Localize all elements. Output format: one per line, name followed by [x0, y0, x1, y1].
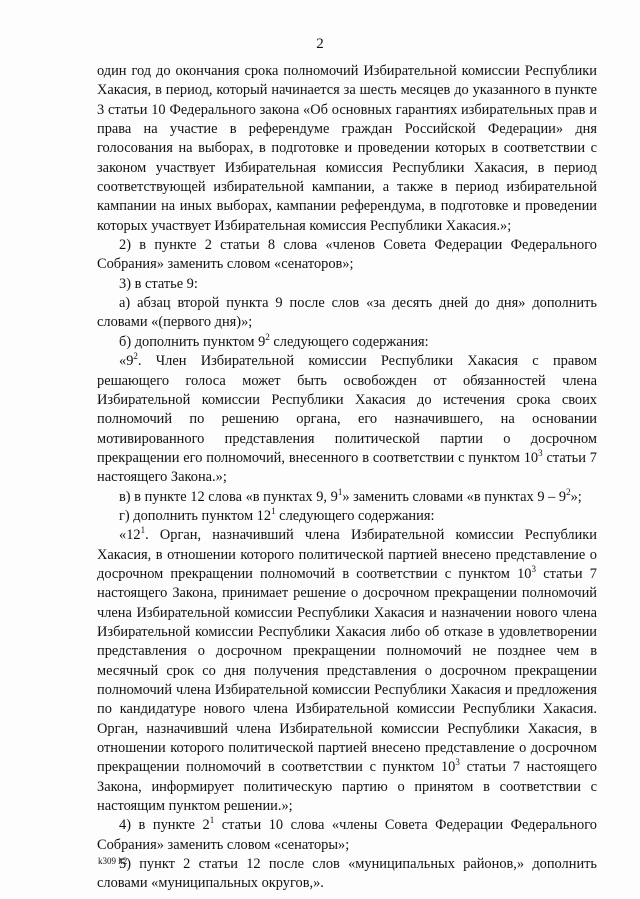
text-span: статьи 7 настоящего Закона, информирует политическую партию о принятом в соответствии с настоящим пунктом решении.»; [97, 759, 597, 815]
text-span: статьи 7 настоящего Закона.»; [97, 449, 597, 486]
paragraph-item-5: 5) пункт 2 статьи 12 после слов «муниципальных районов,» дополнить словами «муниципальных округов,». [97, 856, 597, 892]
superscript: 1 [209, 815, 215, 826]
paragraph-item-3: 3) в статье 9: [119, 275, 198, 292]
paragraph-item-4 [97, 816, 597, 855]
superscript: 1 [337, 486, 343, 497]
paragraph-item-2: 2) в пункте 2 статьи 8 слова «членов Совета Федерации Федерального Собрания» заменить словом «сенаторов»; [97, 237, 597, 273]
superscript: 3 [538, 447, 543, 458]
superscript: 3 [531, 563, 536, 574]
paragraph-item-3b [97, 333, 597, 352]
text-span: в) в пункте 12 слова «в пунктах 9, 9 [119, 488, 338, 505]
text-span: » заменить словами «в пунктах 9 – 9 [342, 488, 567, 505]
text-span: статьи 10 слова «члены Совета Федерации Федерального Собрания» заменить словом «сенаторы»; [97, 817, 597, 853]
paragraph-item-3a: а) абзац второй пункта 9 после слов «за десять дней до дня» дополнить словами «(первого дня)»; [97, 295, 597, 331]
text-span: следующего содержания: [269, 333, 429, 350]
text-span: следующего содержания: [275, 507, 435, 524]
text-span: «9 [119, 353, 134, 370]
text-span: статьи 7 настоящего Закона, принимает решение о досрочном прекращении полномочий члена Избирательной комиссии Республики Хакасия и назначении нового члена Избирательной комиссии Республики Хакасия либо об отказе в удовлетворении представления о досрочном прекращении полномочий не позднее чем в месячный срок со дня получения представления о досрочном прекращении полномочий члена Избирательной комиссии Республики Хакасия и предложения по кандидатуре нового члена Избирательной комиссии Республики Хакасия. Орган, назначивший члена Избирательной комиссии Республики Хакасия, в отношении которого политической партией внесено представление о досрочном прекращении полномочий в соответствии с пунктом 10 [97, 565, 597, 776]
document-body [97, 62, 597, 894]
paragraph-item-3g [97, 507, 597, 526]
superscript: 2 [566, 486, 571, 497]
superscript: 1 [271, 505, 276, 516]
superscript: 2 [133, 351, 138, 362]
page-number: 2 [316, 36, 324, 52]
footer-document-code: k309 h2 [98, 856, 128, 866]
superscript: 3 [455, 757, 460, 768]
text-span: г) дополнить пунктом 12 [119, 507, 272, 524]
paragraph-point-9-2 [97, 352, 597, 487]
text-span: »; [570, 488, 582, 505]
text-span: «12 [119, 527, 141, 544]
text-span: . Член Избирательной комиссии Республики Хакасия с правом решающего голоса может быть освобожден от обязанностей члена Избирательной комиссии Республики Хакасия до истечения срока своих полномочий по решению органа, его назначившего, на основании мотивированного представления политической партии о досрочном прекращении его полномочий, внесенного в соответствии с пунктом 10 [97, 353, 597, 466]
text-span: 4) в пункте 2 [119, 817, 210, 834]
superscript: 2 [265, 331, 270, 342]
text-span: б) дополнить пунктом 9 [119, 333, 266, 350]
text-span: . Орган, назначивший члена Избирательной комиссии Республики Хакасия, в отношении которого политической партией внесено представление о досрочном прекращении полномочий в соответствии с пунктом 10 [97, 527, 597, 582]
paragraph-item-3v [97, 488, 597, 507]
paragraph-continuation: один год до окончания срока полномочий Избирательной комиссии Республики Хакасия, в период, который начинается за шесть месяцев до указанного в пункте 3 статьи 10 Федерального закона «Об основных гарантиях избирательных прав и права на участие в референдуме граждан Российской Федерации» дня голосования на выборах, в подготовке и проведении которых в соответствии с законом участвует Избирательная комиссия Республики Хакасия, в период соответствующей избирательной кампании, а также в период избирательной кампании на иных выборах, кампании референдума, в подготовке и проведении которых участвует Избирательная комиссия Республики Хакасия.»; [97, 63, 597, 234]
paragraph-point-12-1 [97, 526, 597, 816]
superscript: 1 [140, 525, 146, 536]
